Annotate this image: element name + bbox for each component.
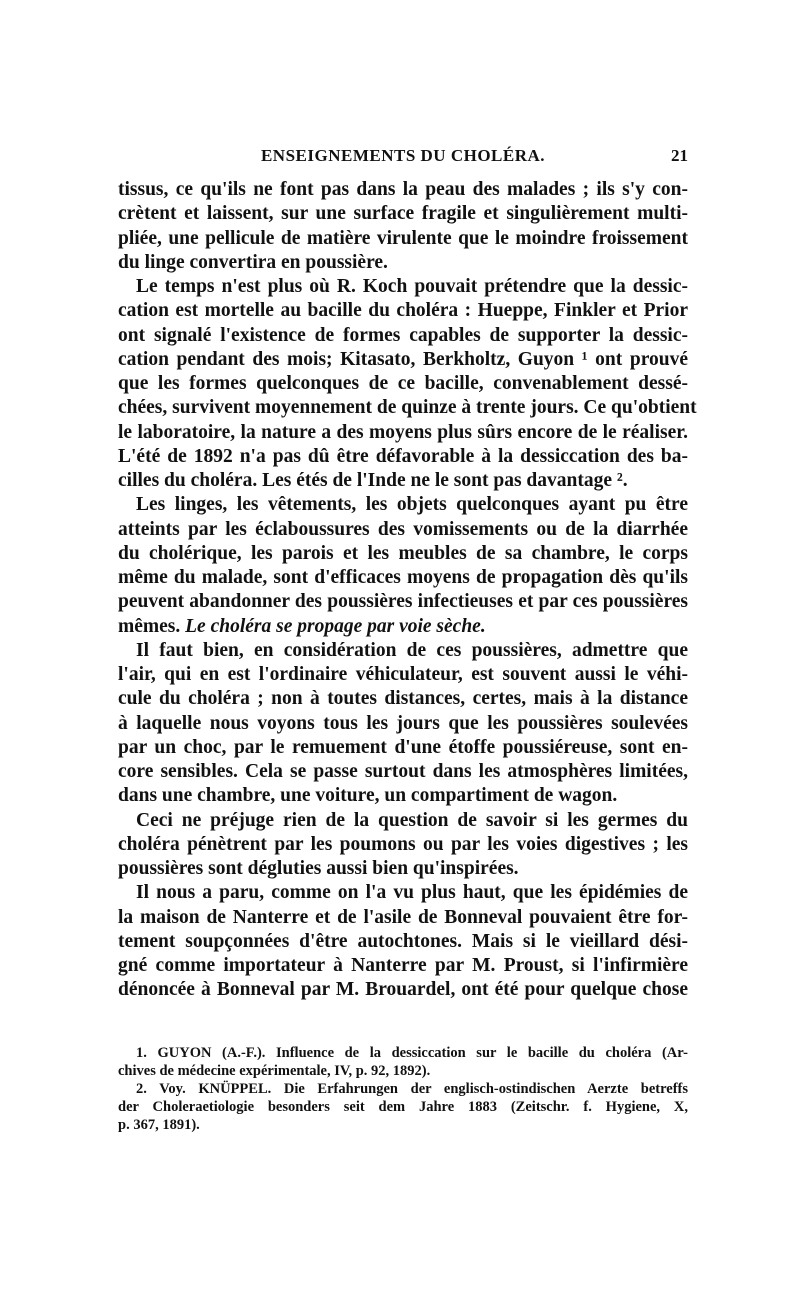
text-line: la maison de Nanterre et de l'asile de Bonneval pouvaient être for- (118, 906, 688, 928)
text-line: par un choc, par le remuement d'une étoffe poussiéreuse, sont en- (118, 736, 688, 758)
text-line: peuvent abandonner des poussières infectieuses et par ces poussières (118, 591, 688, 613)
text-line: Le temps n'est plus où R. Koch pouvait prétendre que la dessic- (136, 276, 688, 297)
text-line: dénoncée à Bonneval par M. Brouardel, ont été pour quelque chose (118, 979, 688, 1001)
text-line: Ceci ne préjuge rien de la question de savoir si les germes du (136, 809, 688, 831)
footnote-line: 1. GUYON (A.-F.). Influence de la dessiccation sur le bacille du choléra (Ar- (136, 1045, 688, 1061)
text-line: dans une chambre, une voiture, un compartiment de wagon. (118, 785, 618, 807)
text-line: du linge convertira en poussière. (118, 251, 388, 273)
page-header (118, 146, 688, 170)
text-line: du cholérique, les parois et les meubles de sa chambre, le corps (118, 542, 688, 564)
text-line: tement soupçonnées d'être autochtones. Mais si le vieillard dési- (118, 930, 688, 952)
text-line: pliée, une pellicule de matière virulente que le moindre froissement (118, 227, 688, 249)
footnote-line: 2. Voy. KNÜPPEL. Die Erfahrungen der englisch-ostindischen Aerzte betreffs (136, 1081, 688, 1097)
text-line: crètent et laissent, sur une surface fragile et singulièrement multi- (118, 203, 688, 225)
text-line: cilles du choléra. Les étés de l'Inde ne le sont pas davantage ². (118, 470, 628, 491)
page-number: 21 (671, 146, 688, 165)
text-line: cule du choléra ; non à toutes distances, certes, mais à la distance (118, 688, 688, 710)
running-title: ENSEIGNEMENTS DU CHOLÉRA. (260, 146, 546, 165)
text-line: ont signalé l'existence de formes capables de supporter la dessic- (118, 324, 688, 346)
footnotes (118, 1044, 688, 1134)
text-line: gné comme importateur à Nanterre par M. Proust, si l'infirmière (118, 955, 688, 976)
text-line: choléra pénètrent par les poumons ou par les voies digestives ; les (118, 833, 688, 855)
text-line: Il faut bien, en considération de ces poussières, admettre que (136, 639, 688, 661)
footnote-line: p. 367, 1891). (118, 1117, 200, 1133)
text-fragment: mêmes. (118, 615, 181, 637)
text-line: à laquelle nous voyons tous les jours que les poussières soulevées (118, 712, 688, 734)
footnote-line: der Choleraetiologie besonders seit dem Jahre 1883 (Zeitschr. f. Hygiene, X, (118, 1099, 688, 1115)
text-line: atteints par les éclaboussures des vomissements ou de la diarrhée (118, 518, 688, 540)
text-line: L'été de 1892 n'a pas dû être défavorable à la dessiccation des ba- (118, 445, 688, 467)
text-line: cation est mortelle au bacille du choléra : Hueppe, Finkler et Prior (118, 300, 688, 322)
text-line: chées, survivent moyennement de quinze à trente jours. Ce qu'obtient (118, 397, 697, 419)
text-line: core sensibles. Cela se passe surtout dans les atmosphères limitées, (118, 761, 688, 782)
text-line: Il nous a paru, comme on l'a vu plus haut, que les épidémies de (136, 882, 688, 904)
text-line: tissus, ce qu'ils ne font pas dans la peau des malades ; ils s'y con- (118, 179, 688, 200)
text-line: Les linges, les vêtements, les objets quelconques ayant pu être (136, 494, 688, 516)
text-line (118, 615, 688, 639)
body-text (118, 178, 697, 1003)
text-line: que les formes quelconques de ce bacille, convenablement dessé- (118, 373, 688, 394)
text-line: l'air, qui en est l'ordinaire véhiculateur, est souvent aussi le véhi- (118, 664, 688, 685)
emphasized-sentence: Le choléra se propage par voie sèche. (185, 615, 486, 637)
text-line: cation pendant des mois; Kitasato, Berkholtz, Guyon ¹ ont prouvé (118, 348, 688, 370)
text-line: le laboratoire, la nature a des moyens plus sûrs encore de le réaliser. (118, 421, 688, 443)
text-line: même du malade, sont d'efficaces moyens de propagation dès qu'ils (118, 567, 688, 588)
text-line: poussières sont dégluties aussi bien qu'inspirées. (118, 858, 519, 879)
footnote-line: chives de médecine expérimentale, IV, p. 92, 1892). (118, 1063, 431, 1079)
